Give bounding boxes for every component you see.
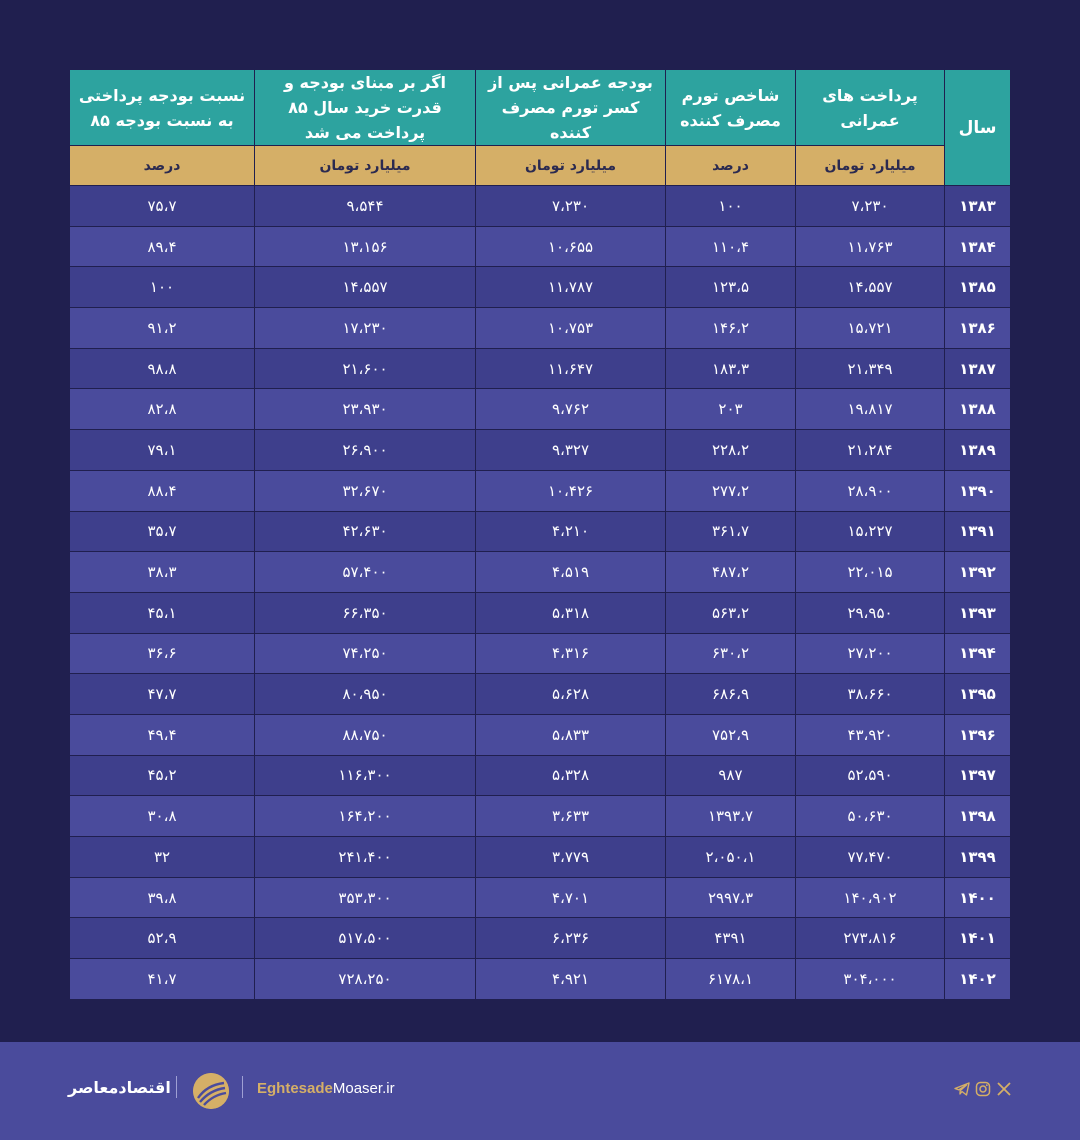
cell-real-budget: ۱۱،۶۴۷ xyxy=(476,348,666,389)
table-row xyxy=(70,674,1011,715)
cell-base-85-budget: ۵۱۷،۵۰۰ xyxy=(255,918,476,959)
unit-ratio-85: درصد xyxy=(70,146,255,186)
cell-ratio-85: ۳۸،۳ xyxy=(70,552,255,593)
cell-ratio-85: ۳۹،۸ xyxy=(70,877,255,918)
cell-year: ۱۳۹۰ xyxy=(945,470,1011,511)
cell-year: ۱۳۸۳ xyxy=(945,186,1011,227)
cell-cpi: ۹۸۷ xyxy=(666,755,796,796)
x-icon[interactable] xyxy=(996,1081,1012,1101)
cell-real-budget: ۳،۷۷۹ xyxy=(476,837,666,878)
table-row xyxy=(70,633,1011,674)
footer-divider xyxy=(242,1076,243,1098)
cell-base-85-budget: ۲۳،۹۳۰ xyxy=(255,389,476,430)
table-row xyxy=(70,430,1011,471)
table-row xyxy=(70,308,1011,349)
cell-cpi: ۴۸۷،۲ xyxy=(666,552,796,593)
cell-base-85-budget: ۱۴،۵۵۷ xyxy=(255,267,476,308)
cell-ratio-85: ۳۶،۶ xyxy=(70,633,255,674)
cell-year: ۱۳۹۱ xyxy=(945,511,1011,552)
cell-base-85-budget: ۵۷،۴۰۰ xyxy=(255,552,476,593)
unit-base-85-budget: میلیارد تومان xyxy=(255,146,476,186)
cell-construction-payments: ۵۰،۶۳۰ xyxy=(796,796,945,837)
cell-construction-payments: ۲۷،۲۰۰ xyxy=(796,633,945,674)
cell-real-budget: ۹،۳۲۷ xyxy=(476,430,666,471)
footer-divider xyxy=(176,1076,177,1098)
cell-year: ۱۳۹۹ xyxy=(945,837,1011,878)
cell-construction-payments: ۲۹،۹۵۰ xyxy=(796,592,945,633)
cell-cpi: ۷۵۲،۹ xyxy=(666,714,796,755)
cell-year: ۱۳۸۴ xyxy=(945,226,1011,267)
cell-cpi: ۶۱۷۸،۱ xyxy=(666,959,796,1000)
col-header-base-85-budget: اگر بر مبنای بودجه و قدرت خرید سال ۸۵ پرداخت می شد xyxy=(255,70,476,146)
cell-ratio-85: ۹۱،۲ xyxy=(70,308,255,349)
col-header-real-budget: بودجه عمرانی پس از کسر تورم مصرف کننده xyxy=(476,70,666,146)
unit-real-budget: میلیارد تومان xyxy=(476,146,666,186)
cell-ratio-85: ۴۷،۷ xyxy=(70,674,255,715)
table-row xyxy=(70,959,1011,1000)
table-row xyxy=(70,796,1011,837)
cell-real-budget: ۴،۷۰۱ xyxy=(476,877,666,918)
table-row xyxy=(70,755,1011,796)
table-row xyxy=(70,592,1011,633)
table-body xyxy=(70,186,1011,1000)
cell-real-budget: ۵،۳۲۸ xyxy=(476,755,666,796)
cell-construction-payments: ۲۸،۹۰۰ xyxy=(796,470,945,511)
cell-year: ۱۳۹۷ xyxy=(945,755,1011,796)
cell-year: ۱۴۰۲ xyxy=(945,959,1011,1000)
cell-ratio-85: ۸۲،۸ xyxy=(70,389,255,430)
cell-cpi: ۱۳۹۳،۷ xyxy=(666,796,796,837)
cell-cpi: ۵۶۳،۲ xyxy=(666,592,796,633)
header-row xyxy=(70,70,1011,146)
cell-base-85-budget: ۳۵۳،۳۰۰ xyxy=(255,877,476,918)
website-link[interactable] xyxy=(257,1080,395,1097)
cell-ratio-85: ۸۸،۴ xyxy=(70,470,255,511)
cell-cpi: ۲۷۷،۲ xyxy=(666,470,796,511)
cell-ratio-85: ۱۰۰ xyxy=(70,267,255,308)
table-row xyxy=(70,837,1011,878)
unit-construction-payments: میلیارد تومان xyxy=(796,146,945,186)
col-header-cpi: شاخص تورم مصرف کننده xyxy=(666,70,796,146)
cell-base-85-budget: ۶۶،۳۵۰ xyxy=(255,592,476,633)
cell-ratio-85: ۹۸،۸ xyxy=(70,348,255,389)
cell-ratio-85: ۳۲ xyxy=(70,837,255,878)
table-row xyxy=(70,877,1011,918)
data-table-container xyxy=(69,69,1010,1000)
cell-base-85-budget: ۹،۵۴۴ xyxy=(255,186,476,227)
cell-construction-payments: ۴۳،۹۲۰ xyxy=(796,714,945,755)
cell-base-85-budget: ۱۱۶،۳۰۰ xyxy=(255,755,476,796)
cell-base-85-budget: ۱۳،۱۵۶ xyxy=(255,226,476,267)
cell-year: ۱۴۰۰ xyxy=(945,877,1011,918)
cell-year: ۱۳۹۳ xyxy=(945,592,1011,633)
cell-construction-payments: ۱۵،۷۲۱ xyxy=(796,308,945,349)
site-mid: Moaser xyxy=(332,1080,383,1097)
unit-cpi: درصد xyxy=(666,146,796,186)
cell-ratio-85: ۳۰،۸ xyxy=(70,796,255,837)
cell-ratio-85: ۴۵،۲ xyxy=(70,755,255,796)
brand-name: اقتصادمعاصر xyxy=(68,1078,171,1097)
table-row xyxy=(70,918,1011,959)
cell-cpi: ۱۸۳،۳ xyxy=(666,348,796,389)
cell-cpi: ۲۰۳ xyxy=(666,389,796,430)
cell-real-budget: ۵،۶۲۸ xyxy=(476,674,666,715)
instagram-icon[interactable] xyxy=(975,1081,991,1101)
table-row xyxy=(70,267,1011,308)
cell-real-budget: ۵،۳۱۸ xyxy=(476,592,666,633)
table-row xyxy=(70,470,1011,511)
cell-real-budget: ۱۰،۴۲۶ xyxy=(476,470,666,511)
cell-construction-payments: ۱۴،۵۵۷ xyxy=(796,267,945,308)
cell-construction-payments: ۳۸،۶۶۰ xyxy=(796,674,945,715)
cell-year: ۱۳۹۴ xyxy=(945,633,1011,674)
cell-cpi: ۲۲۸،۲ xyxy=(666,430,796,471)
cell-base-85-budget: ۱۶۴،۲۰۰ xyxy=(255,796,476,837)
cell-year: ۱۳۹۶ xyxy=(945,714,1011,755)
cell-cpi: ۶۳۰،۲ xyxy=(666,633,796,674)
cell-cpi: ۲،۰۵۰،۱ xyxy=(666,837,796,878)
table-row xyxy=(70,389,1011,430)
cell-year: ۱۳۹۵ xyxy=(945,674,1011,715)
cell-base-85-budget: ۱۷،۲۳۰ xyxy=(255,308,476,349)
col-header-year: سال xyxy=(945,70,1011,186)
cell-real-budget: ۵،۸۳۳ xyxy=(476,714,666,755)
cell-real-budget: ۶،۲۳۶ xyxy=(476,918,666,959)
cell-ratio-85: ۸۹،۴ xyxy=(70,226,255,267)
col-header-ratio-85: نسبت بودجه پرداختی به نسبت بودجه ۸۵ xyxy=(70,70,255,146)
cell-year: ۱۳۸۹ xyxy=(945,430,1011,471)
site-suffix: .ir xyxy=(382,1080,395,1097)
cell-real-budget: ۱۰،۷۵۳ xyxy=(476,308,666,349)
table-row xyxy=(70,186,1011,227)
footer-bar xyxy=(0,1042,1080,1140)
cell-base-85-budget: ۸۸،۷۵۰ xyxy=(255,714,476,755)
cell-construction-payments: ۷۷،۴۷۰ xyxy=(796,837,945,878)
cell-ratio-85: ۵۲،۹ xyxy=(70,918,255,959)
cell-construction-payments: ۱۹،۸۱۷ xyxy=(796,389,945,430)
cell-cpi: ۱۱۰،۴ xyxy=(666,226,796,267)
budget-table xyxy=(69,69,1011,1000)
cell-year: ۱۴۰۱ xyxy=(945,918,1011,959)
unit-row xyxy=(70,146,1011,186)
cell-year: ۱۳۹۲ xyxy=(945,552,1011,593)
cell-base-85-budget: ۲۶،۹۰۰ xyxy=(255,430,476,471)
table-row xyxy=(70,552,1011,593)
cell-cpi: ۴۳۹۱ xyxy=(666,918,796,959)
cell-construction-payments: ۲۷۳،۸۱۶ xyxy=(796,918,945,959)
cell-ratio-85: ۷۹،۱ xyxy=(70,430,255,471)
cell-cpi: ۱۴۶،۲ xyxy=(666,308,796,349)
cell-construction-payments: ۷،۲۳۰ xyxy=(796,186,945,227)
cell-year: ۱۳۸۵ xyxy=(945,267,1011,308)
cell-ratio-85: ۴۵،۱ xyxy=(70,592,255,633)
cell-real-budget: ۱۰،۶۵۵ xyxy=(476,226,666,267)
cell-ratio-85: ۷۵،۷ xyxy=(70,186,255,227)
cell-ratio-85: ۳۵،۷ xyxy=(70,511,255,552)
cell-base-85-budget: ۴۲،۶۳۰ xyxy=(255,511,476,552)
cell-base-85-budget: ۳۲،۶۷۰ xyxy=(255,470,476,511)
cell-construction-payments: ۱۵،۲۲۷ xyxy=(796,511,945,552)
cell-ratio-85: ۴۹،۴ xyxy=(70,714,255,755)
cell-ratio-85: ۴۱،۷ xyxy=(70,959,255,1000)
cell-cpi: ۶۸۶،۹ xyxy=(666,674,796,715)
cell-construction-payments: ۲۱،۲۸۴ xyxy=(796,430,945,471)
cell-cpi: ۲۹۹۷،۳ xyxy=(666,877,796,918)
logo-icon xyxy=(193,1073,229,1109)
cell-real-budget: ۴،۲۱۰ xyxy=(476,511,666,552)
cell-cpi: ۱۲۳،۵ xyxy=(666,267,796,308)
cell-real-budget: ۴،۹۲۱ xyxy=(476,959,666,1000)
cell-year: ۱۳۹۸ xyxy=(945,796,1011,837)
cell-construction-payments: ۱۴۰،۹۰۲ xyxy=(796,877,945,918)
table-row xyxy=(70,226,1011,267)
cell-cpi: ۳۶۱،۷ xyxy=(666,511,796,552)
cell-year: ۱۳۸۸ xyxy=(945,389,1011,430)
telegram-icon[interactable] xyxy=(954,1081,970,1101)
cell-construction-payments: ۲۲،۰۱۵ xyxy=(796,552,945,593)
cell-real-budget: ۱۱،۷۸۷ xyxy=(476,267,666,308)
cell-year: ۱۳۸۷ xyxy=(945,348,1011,389)
cell-construction-payments: ۳۰۴،۰۰۰ xyxy=(796,959,945,1000)
table-row xyxy=(70,511,1011,552)
cell-cpi: ۱۰۰ xyxy=(666,186,796,227)
table-row xyxy=(70,714,1011,755)
cell-real-budget: ۷،۲۳۰ xyxy=(476,186,666,227)
cell-base-85-budget: ۸۰،۹۵۰ xyxy=(255,674,476,715)
cell-construction-payments: ۵۲،۵۹۰ xyxy=(796,755,945,796)
cell-base-85-budget: ۷۴،۲۵۰ xyxy=(255,633,476,674)
cell-construction-payments: ۲۱،۳۴۹ xyxy=(796,348,945,389)
cell-real-budget: ۴،۳۱۶ xyxy=(476,633,666,674)
cell-real-budget: ۳،۶۳۳ xyxy=(476,796,666,837)
col-header-construction-payments: پرداخت های عمرانی xyxy=(796,70,945,146)
cell-real-budget: ۹،۷۶۲ xyxy=(476,389,666,430)
cell-construction-payments: ۱۱،۷۶۳ xyxy=(796,226,945,267)
table-row xyxy=(70,348,1011,389)
cell-base-85-budget: ۲۱،۶۰۰ xyxy=(255,348,476,389)
cell-base-85-budget: ۷۲۸،۲۵۰ xyxy=(255,959,476,1000)
cell-year: ۱۳۸۶ xyxy=(945,308,1011,349)
site-prefix: Eghtesade xyxy=(257,1080,333,1097)
cell-real-budget: ۴،۵۱۹ xyxy=(476,552,666,593)
cell-base-85-budget: ۲۴۱،۴۰۰ xyxy=(255,837,476,878)
